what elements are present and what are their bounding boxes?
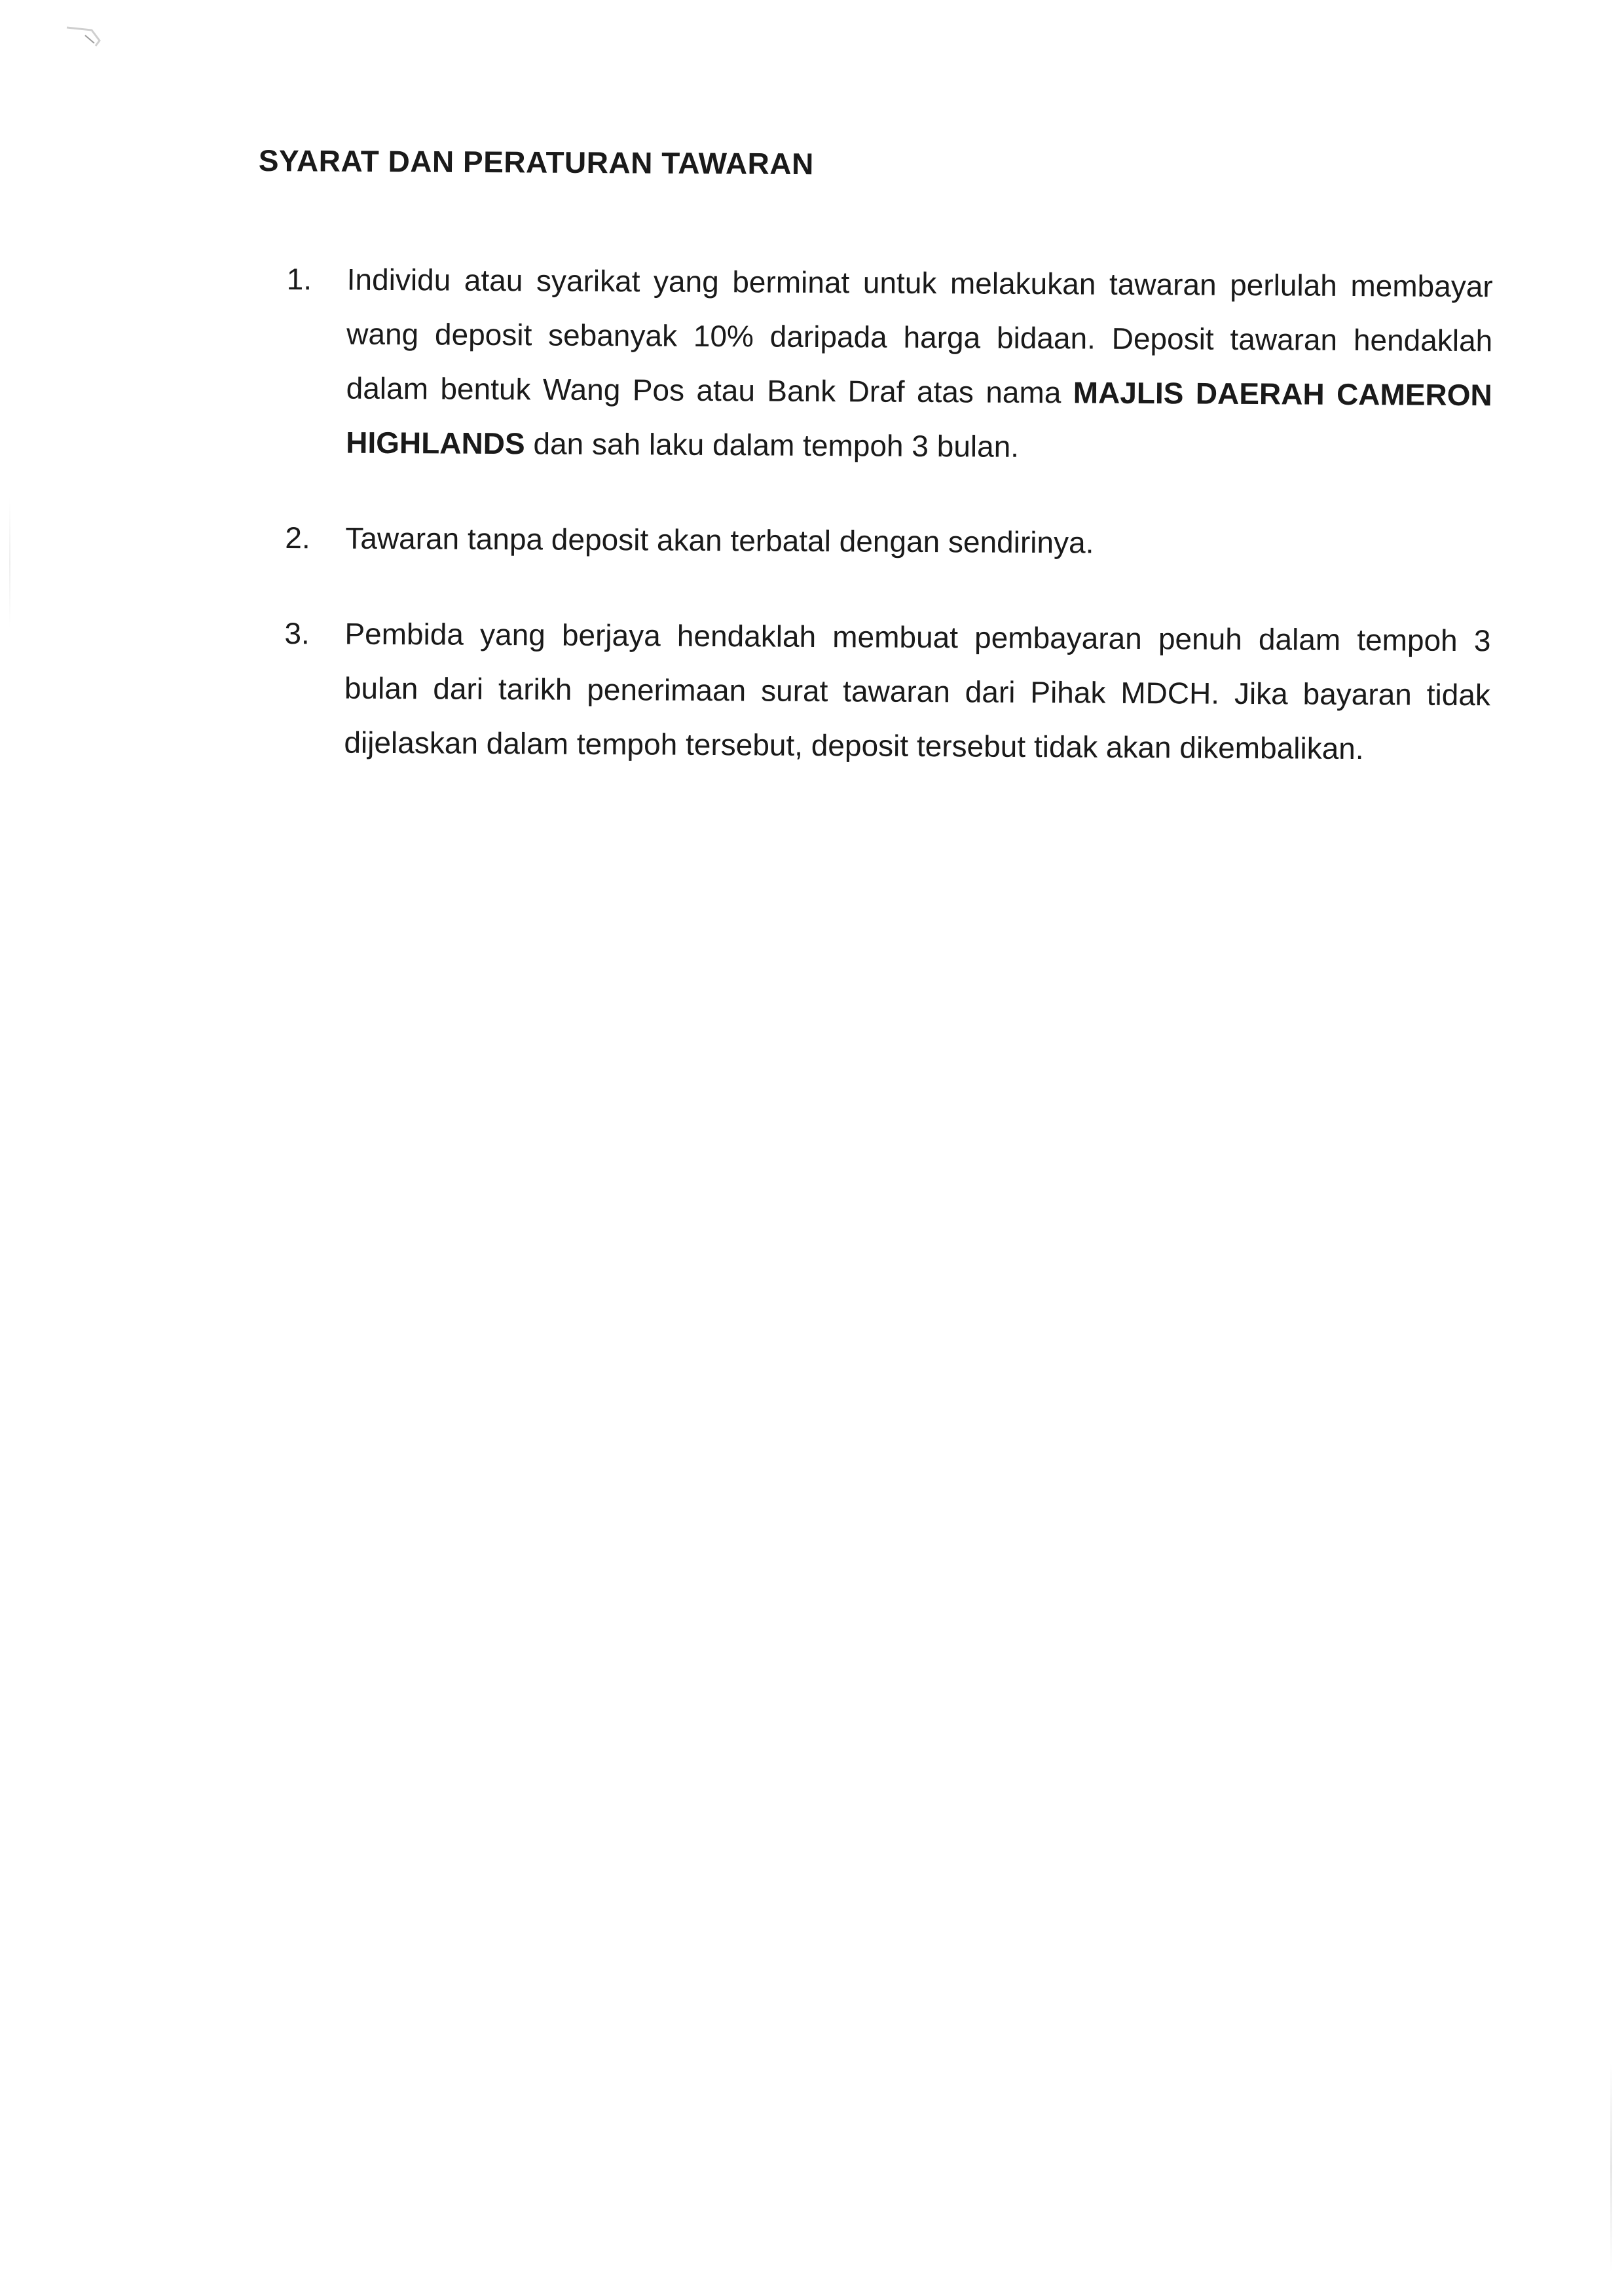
term-item-2 xyxy=(280,511,1491,572)
term-item-3 xyxy=(278,606,1490,777)
scan-edge-shadow-right xyxy=(1610,2063,1612,2272)
term-number: 2. xyxy=(285,521,310,555)
term-number: 3. xyxy=(284,616,310,651)
term-number: 1. xyxy=(286,262,312,297)
term-text: Pembida yang berjaya hendaklah membuat pembayaran penuh dalam tempoh 3 bulan dari tarikh penerimaan surat tawaran dari Pihak MDCH. Jika bayaran tidak dijelaskan dalam tempoh tersebut, deposit tersebut tidak akan dikembalikan. xyxy=(344,616,1491,766)
scan-artifact-mark xyxy=(65,26,105,52)
term-text-part: dan sah laku dalam tempoh 3 bulan. xyxy=(525,426,1020,464)
term-text-part: Individu atau syarikat yang berminat untuk melakukan tawaran perlulah membayar wang deposit sebanyak 10% daripada harga bidaan. Deposit tawaran hendaklah dalam bentuk Wang Pos atau Bank Draf atas nama xyxy=(346,262,1493,410)
term-item-1 xyxy=(280,252,1493,477)
terms-list xyxy=(278,252,1493,818)
term-text: Tawaran tanpa deposit akan terbatal dengan sendirinya. xyxy=(345,521,1094,560)
scan-edge-shadow-left xyxy=(9,498,10,629)
document-title: SYARAT DAN PERATURAN TAWARAN xyxy=(258,143,814,181)
council-name-bold: MAJLIS DAERAH CAMERON HIGHLANDS xyxy=(346,375,1492,461)
term-text xyxy=(346,253,1493,477)
